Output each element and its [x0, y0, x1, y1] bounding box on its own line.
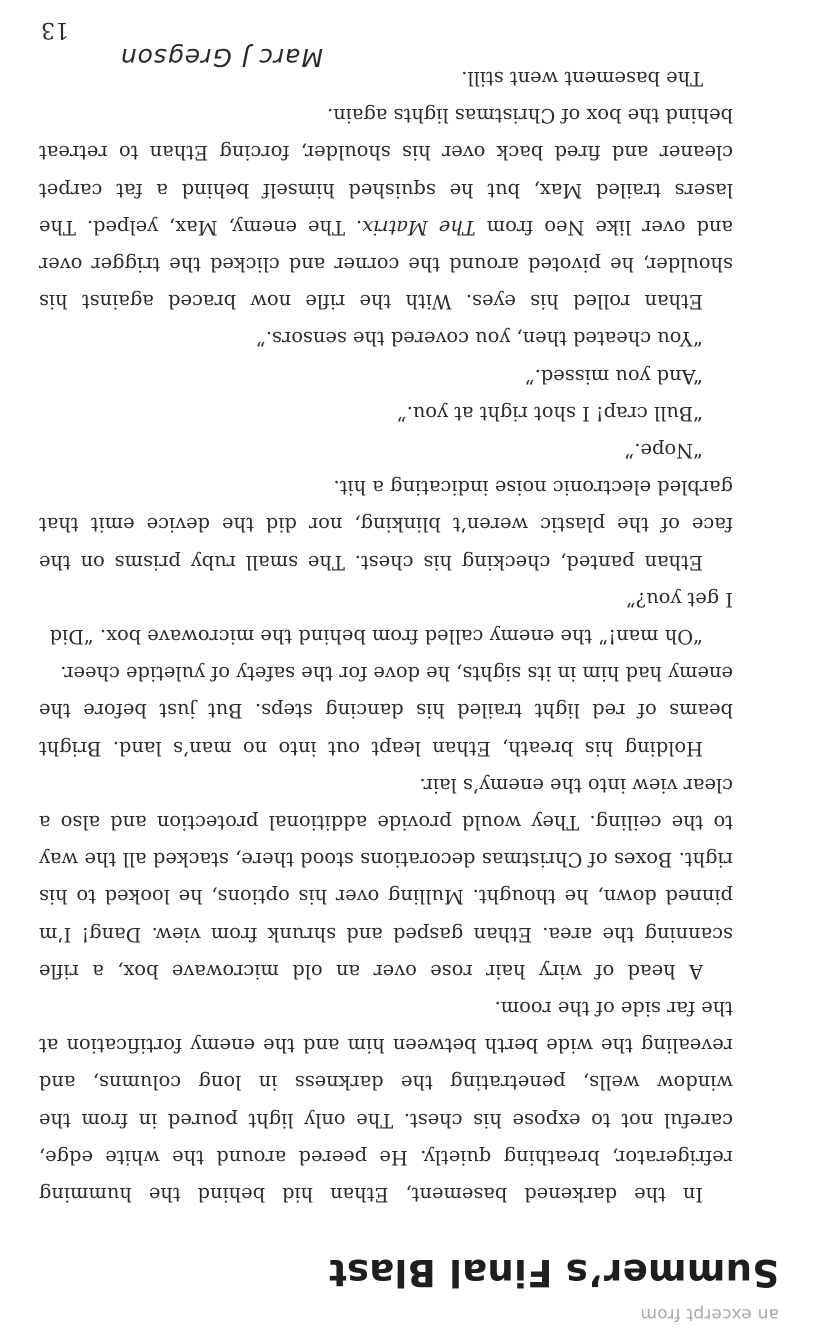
story-paragraph: Ethan panted, checking his chest. The small ruby prisms on the face of the plastic weren’t blinking, nor did the device emit that garbled electronic noise indicating a hit.	[39, 476, 733, 574]
story-paragraph: Holding his breath, Ethan leapt out into no man’s land. Bright beams of red light trailed his dancing steps. But just before the enemy had him in its sights, he dove for the safety of yuletide cheer.	[39, 662, 733, 760]
story-paragraph: In the darkened basement, Ethan hid behind the humming refrigerator, breathing quietly. He peered around the white edge, careful not to expose his chest. The only light poured in from the window wells, penetrating the darkness in long columns, and revealing the wide berth between him and the enemy fortification at the far side of the room.	[39, 996, 733, 1206]
paragraph-text: Ethan rolled his eyes. With the rifle now braced against his shoulder, he pivoted around the corner and clicked the trigger over and over like Neo from	[39, 215, 733, 314]
story-body	[39, 60, 733, 1213]
story-paragraph: The basement went still.	[461, 66, 703, 90]
story-paragraph	[39, 97, 733, 320]
story-paragraph: “Nope.”	[624, 438, 703, 462]
story-paragraph: “Oh man!” the enemy called from behind the microwave box. “Did I get you?”	[49, 587, 733, 648]
paragraph-text: . The enemy, Max, yelped. The lasers trailed Max, but he squished himself behind a fat carpet cleaner and fired back over his shoulder, forcing Ethan to retreat behind the box of Christmas lights again.	[39, 104, 733, 239]
story-paragraph: “You cheated then, you covered the sensors.”	[255, 327, 703, 351]
page-number: 13	[41, 17, 69, 42]
author-name: Marc J Gregson	[119, 43, 323, 72]
story-paragraph: “And you missed.”	[524, 364, 703, 388]
excerpt-kicker: an excerpt from	[640, 1304, 779, 1324]
story-paragraph: A head of wiry hair rose over an old microwave box, a rifle scanning the area. Ethan gasped and shrunk from view. Dang! I’m pinned down, he thought. Mulling over his options, he looked to his right. Boxes of Christmas decorations stood there, stacked all the way to the ceiling. They would provide additional protection and also a clear view into the enemy’s lair.	[39, 773, 733, 983]
story-paragraph: “Bull crap! I shot right at you.”	[396, 401, 703, 425]
story-title: Summer’s Final Blast	[328, 1251, 779, 1294]
italic-film-title: The Matrix	[362, 215, 476, 239]
